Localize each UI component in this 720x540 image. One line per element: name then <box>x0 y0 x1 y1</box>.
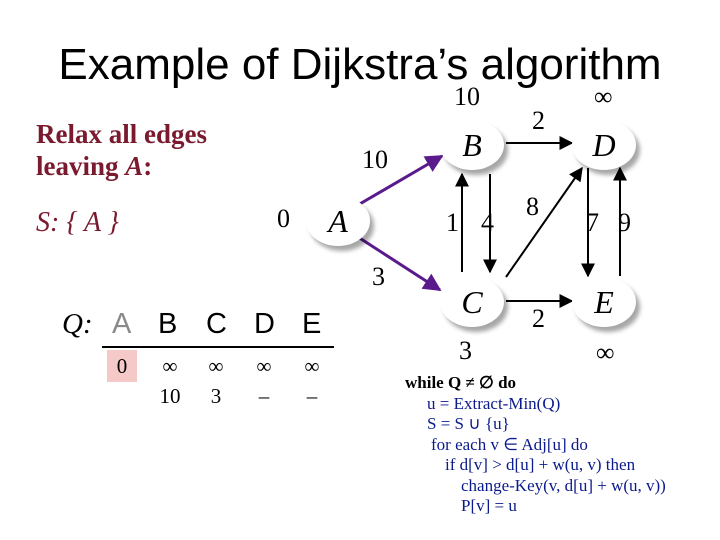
queue-row1-e: ∞ <box>304 354 320 378</box>
queue-row2-d: – <box>258 384 270 408</box>
s-set: S: { A } <box>36 207 119 238</box>
queue-row1-d: ∞ <box>256 354 272 378</box>
weight-c-b: 1 <box>446 208 459 237</box>
queue-row2-c: 3 <box>210 384 222 408</box>
node-e: E <box>572 277 636 327</box>
node-c: C <box>440 277 504 327</box>
edge-a-c <box>358 237 440 290</box>
edge-c-d <box>506 168 582 277</box>
queue-header-c: C <box>206 308 227 340</box>
queue-header-e: E <box>302 308 322 340</box>
pseudocode-block <box>405 373 666 517</box>
relax-line-2: leaving A: <box>36 151 153 181</box>
weight-c-d: 8 <box>526 192 539 221</box>
code-line-7: P[v] = u <box>461 496 517 515</box>
code-line-4: for each v ∈ Adj[u] do <box>431 434 588 454</box>
node-b: B <box>440 120 504 170</box>
distance-c: 3 <box>459 336 472 365</box>
weight-b-c: 4 <box>481 208 494 237</box>
queue-row2-b: 10 <box>159 384 181 408</box>
queue-row1-b: ∞ <box>162 354 178 378</box>
queue-divider <box>102 346 334 348</box>
code-line-1: while Q ≠ ∅ do <box>405 373 517 392</box>
code-line-3: S = S ∪ {u} <box>427 414 510 433</box>
queue-row1-c: ∞ <box>208 354 224 378</box>
weight-b-d: 2 <box>532 106 545 135</box>
weight-e-d: 9 <box>618 208 631 237</box>
queue-header-a: A <box>112 308 132 340</box>
code-line-2: u = Extract-Min(Q) <box>427 393 561 413</box>
distance-e: ∞ <box>596 338 615 367</box>
queue-row2-e: – <box>306 384 318 408</box>
code-line-6: change-Key(v, d[u] + w(u, v)) <box>461 475 666 495</box>
queue-prefix: Q: <box>62 308 93 340</box>
queue-header-b: B <box>158 308 178 340</box>
weight-c-e: 2 <box>532 304 545 333</box>
relax-line-1: Relax all edges <box>36 119 207 149</box>
weight-a-c: 3 <box>372 262 385 291</box>
queue-header-d: D <box>254 308 275 340</box>
queue-row1-a: 0 <box>116 354 128 378</box>
distance-b: 10 <box>454 82 480 111</box>
distance-d: ∞ <box>594 82 613 111</box>
node-d: D <box>572 120 636 170</box>
distance-a: 0 <box>277 204 290 233</box>
node-a: A <box>306 196 370 246</box>
weight-d-e: 7 <box>586 208 599 237</box>
code-line-5: if d[v] > d[u] + w(u, v) then <box>445 455 636 474</box>
weight-a-b: 10 <box>362 145 388 174</box>
slide-title: Example of Dijkstra’s algorithm <box>58 40 662 89</box>
